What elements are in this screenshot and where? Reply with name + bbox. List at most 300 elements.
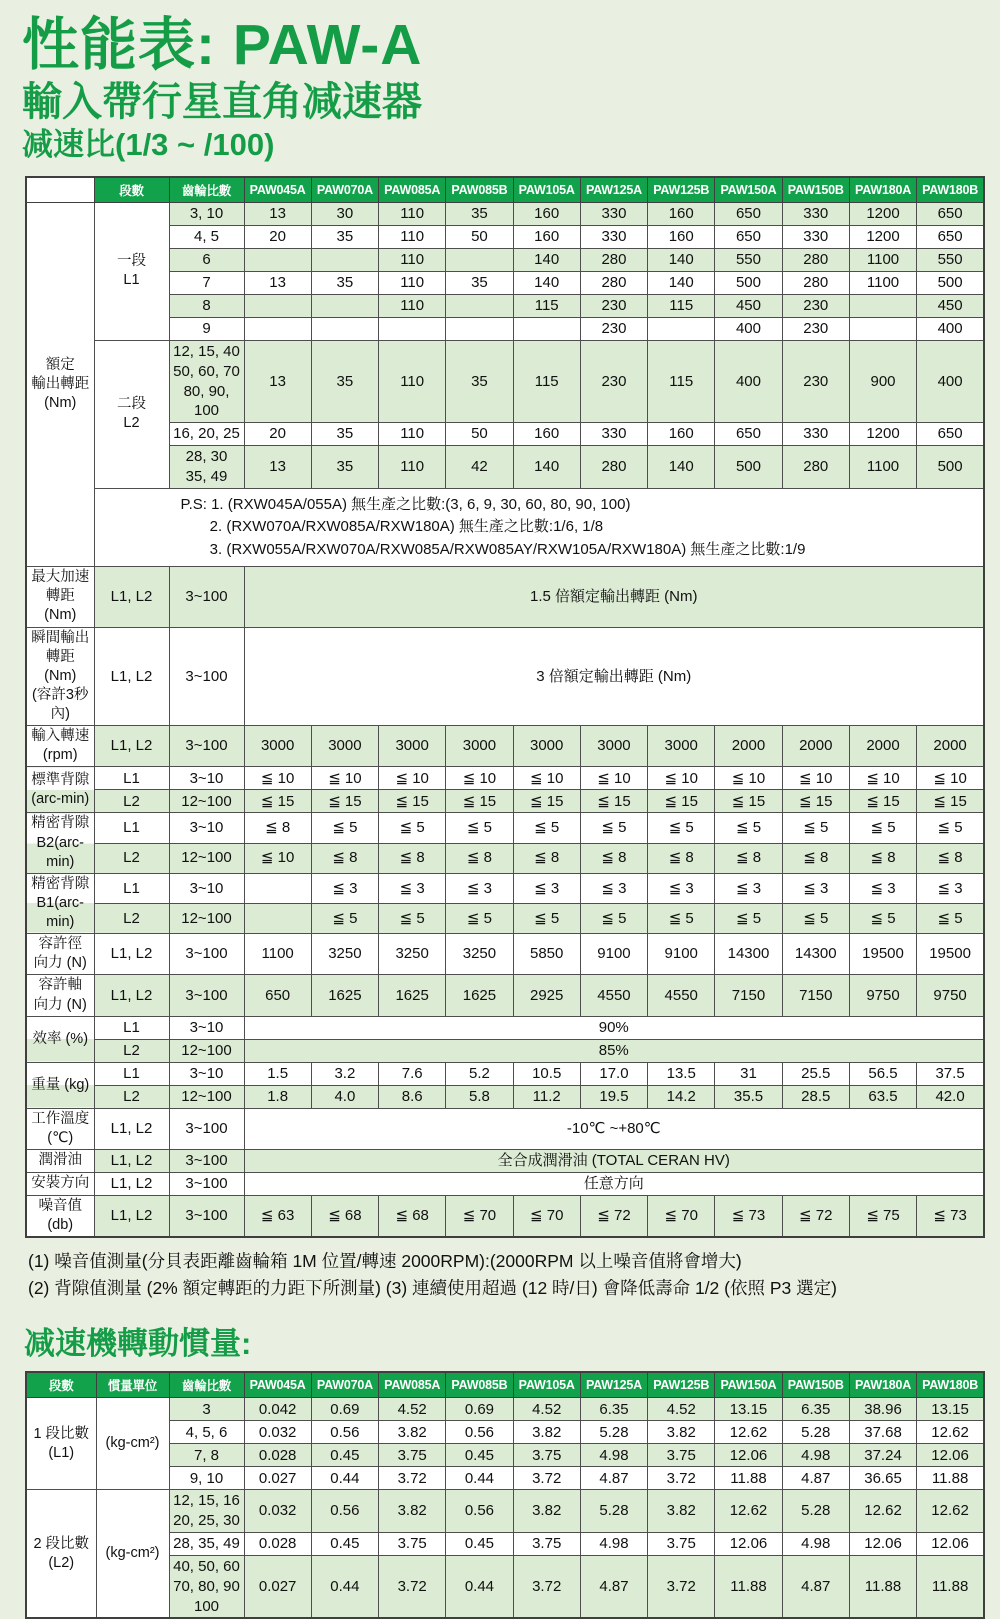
value-cell: ≦ 8: [648, 843, 715, 873]
value-cell: ≦ 3: [513, 873, 580, 903]
value-cell: 13: [244, 446, 311, 489]
value-cell: 35.5: [715, 1085, 782, 1108]
column-header: 慣量單位: [96, 1372, 169, 1398]
value-cell: 1.5 倍額定輸出轉距 (Nm): [244, 567, 984, 627]
value-cell: ≦ 75: [849, 1195, 916, 1237]
value-cell: 6.35: [580, 1398, 647, 1421]
value-cell: 4.98: [782, 1533, 849, 1556]
value-cell: 4.52: [648, 1398, 715, 1421]
value-cell: [311, 317, 378, 340]
column-header: PAW085A: [379, 177, 446, 203]
value-cell: 5.28: [580, 1421, 647, 1444]
value-cell: 3.82: [379, 1490, 446, 1533]
value-cell: 37.68: [849, 1421, 916, 1444]
value-cell: 110: [379, 248, 446, 271]
value-cell: [311, 294, 378, 317]
value-cell: 0.45: [446, 1533, 513, 1556]
value-cell: 230: [782, 317, 849, 340]
value-cell: 0.69: [446, 1398, 513, 1421]
value-cell: 11.88: [715, 1467, 782, 1490]
row-label: 精密背隙 B2(arc-min): [26, 813, 94, 873]
value-cell: 280: [782, 271, 849, 294]
value-cell: 4.98: [580, 1533, 647, 1556]
table-row: [26, 202, 984, 225]
value-cell: ≦ 8: [513, 843, 580, 873]
value-cell: 3250: [379, 934, 446, 975]
value-cell: 450: [917, 294, 984, 317]
value-cell: 19500: [849, 934, 916, 975]
value-cell: 3~100: [169, 975, 244, 1016]
inertia-table-wrap: [25, 1371, 985, 1619]
value-cell: ≦ 15: [311, 790, 378, 813]
value-cell: 0.45: [311, 1533, 378, 1556]
value-cell: L1, L2: [94, 627, 169, 726]
column-header: PAW150B: [782, 177, 849, 203]
table-row: [26, 1398, 984, 1421]
value-cell: L2: [94, 1039, 169, 1062]
value-cell: 35: [446, 271, 513, 294]
value-cell: 3000: [648, 726, 715, 767]
column-header: PAW105A: [513, 177, 580, 203]
value-cell: 3~100: [169, 567, 244, 627]
row-label: 額定 輸出轉距 (Nm): [26, 202, 94, 566]
table-row: [26, 1062, 984, 1085]
value-cell: 1100: [849, 446, 916, 489]
value-cell: [446, 248, 513, 271]
value-cell: 1100: [244, 934, 311, 975]
value-cell: 1.5: [244, 1062, 311, 1085]
value-cell: 8.6: [379, 1085, 446, 1108]
table-row: [26, 1467, 984, 1490]
value-cell: 3000: [379, 726, 446, 767]
value-cell: 160: [648, 225, 715, 248]
stage-label: 一段 L1: [94, 202, 169, 340]
table-row: [26, 1533, 984, 1556]
value-cell: 50: [446, 225, 513, 248]
value-cell: L1, L2: [94, 1195, 169, 1237]
value-cell: 11.88: [849, 1556, 916, 1619]
value-cell: 12, 15, 16 20, 25, 30: [169, 1490, 244, 1533]
footnote-1: (1) 噪音值測量(分貝表距離齒輪箱 1M 位置/轉速 2000RPM):(2000RPM 以上噪音值將會增大): [28, 1251, 742, 1272]
value-cell: L1, L2: [94, 726, 169, 767]
value-cell: 2925: [513, 975, 580, 1016]
value-cell: ≦ 70: [513, 1195, 580, 1237]
value-cell: 28, 35, 49: [169, 1533, 244, 1556]
value-cell: ≦ 10: [379, 767, 446, 790]
value-cell: 35: [311, 446, 378, 489]
value-cell: 900: [849, 340, 916, 422]
value-cell: 230: [580, 317, 647, 340]
value-cell: 0.44: [446, 1556, 513, 1619]
value-cell: ≦ 10: [782, 767, 849, 790]
row-label: 工作溫度(℃): [26, 1108, 94, 1149]
value-cell: 13.15: [715, 1398, 782, 1421]
value-cell: 4.87: [782, 1467, 849, 1490]
value-cell: 14300: [715, 934, 782, 975]
footnote-2: (2) 背隙值測量 (2% 額定轉距的力距下所測量) (3) 連續使用超過 (12 時/日) 會降低壽命 1/2 (依照 P3 選定): [28, 1278, 837, 1299]
value-cell: 0.45: [446, 1444, 513, 1467]
value-cell: 13: [244, 340, 311, 422]
value-cell: 0.44: [311, 1467, 378, 1490]
column-header: PAW105A: [513, 1372, 580, 1398]
value-cell: 3~100: [169, 627, 244, 726]
value-cell: 12, 15, 40 50, 60, 70 80, 90, 100: [169, 340, 244, 422]
value-cell: 30: [311, 202, 378, 225]
value-cell: ≦ 5: [849, 904, 916, 934]
value-cell: 3.72: [513, 1467, 580, 1490]
value-cell: ≦ 8: [849, 843, 916, 873]
value-cell: 650: [917, 423, 984, 446]
page-subtitle: 輸入帶行星直角减速器: [22, 79, 422, 124]
value-cell: 4.0: [311, 1085, 378, 1108]
value-cell: ≦ 5: [580, 813, 647, 843]
value-cell: 3.82: [513, 1421, 580, 1444]
value-cell: [849, 294, 916, 317]
value-cell: 5.28: [580, 1490, 647, 1533]
value-cell: 280: [580, 446, 647, 489]
value-cell: ≦ 10: [244, 843, 311, 873]
value-cell: ≦ 63: [244, 1195, 311, 1237]
value-cell: L1, L2: [94, 975, 169, 1016]
value-cell: 6.35: [782, 1398, 849, 1421]
value-cell: 7, 8: [169, 1444, 244, 1467]
value-cell: 11.88: [917, 1556, 984, 1619]
value-cell: 8: [169, 294, 244, 317]
value-cell: 12.62: [917, 1490, 984, 1533]
value-cell: ≦ 5: [782, 904, 849, 934]
value-cell: 1100: [849, 271, 916, 294]
table-row: [26, 873, 984, 903]
value-cell: ≦ 15: [648, 790, 715, 813]
column-header: PAW125B: [648, 1372, 715, 1398]
value-cell: [244, 904, 311, 934]
row-label: (kg-cm²): [96, 1398, 169, 1490]
value-cell: 12~100: [169, 1085, 244, 1108]
value-cell: 63.5: [849, 1085, 916, 1108]
table-row: [26, 1039, 984, 1062]
table-row: [26, 790, 984, 813]
value-cell: 50: [446, 423, 513, 446]
value-cell: L1, L2: [94, 567, 169, 627]
value-cell: L1: [94, 873, 169, 903]
value-cell: 85%: [244, 1039, 984, 1062]
value-cell: 3.75: [513, 1444, 580, 1467]
value-cell: 110: [379, 446, 446, 489]
value-cell: L1, L2: [94, 1149, 169, 1172]
value-cell: ≦ 15: [849, 790, 916, 813]
value-cell: 650: [715, 423, 782, 446]
column-header: PAW180B: [917, 177, 984, 203]
value-cell: 3~10: [169, 813, 244, 843]
value-cell: 280: [782, 248, 849, 271]
value-cell: 280: [782, 446, 849, 489]
value-cell: 450: [715, 294, 782, 317]
value-cell: 35: [446, 202, 513, 225]
table-row: [26, 1016, 984, 1039]
value-cell: 3.82: [648, 1421, 715, 1444]
value-cell: ≦ 5: [849, 813, 916, 843]
value-cell: ≦ 10: [446, 767, 513, 790]
value-cell: 35: [311, 225, 378, 248]
value-cell: ≦ 3: [580, 873, 647, 903]
value-cell: ≦ 5: [648, 904, 715, 934]
value-cell: 17.0: [580, 1062, 647, 1085]
row-label: 瞬間輸出 轉距 (Nm) (容許3秒內): [26, 627, 94, 726]
value-cell: 35: [311, 340, 378, 422]
value-cell: 3, 10: [169, 202, 244, 225]
value-cell: 160: [648, 423, 715, 446]
value-cell: 500: [715, 446, 782, 489]
value-cell: 650: [917, 202, 984, 225]
value-cell: L1: [94, 1062, 169, 1085]
value-cell: [446, 294, 513, 317]
value-cell: 330: [580, 423, 647, 446]
value-cell: 330: [782, 225, 849, 248]
value-cell: 330: [782, 202, 849, 225]
footnotes: [28, 1248, 1000, 1302]
value-cell: ≦ 5: [917, 904, 984, 934]
value-cell: 4.98: [580, 1444, 647, 1467]
value-cell: ≦ 73: [917, 1195, 984, 1237]
value-cell: 13: [244, 202, 311, 225]
value-cell: 0.69: [311, 1398, 378, 1421]
value-cell: 3: [169, 1398, 244, 1421]
value-cell: 160: [513, 225, 580, 248]
table-row: [26, 934, 984, 975]
row-label: 效率 (%): [26, 1016, 94, 1062]
value-cell: ≦ 5: [715, 813, 782, 843]
value-cell: 35: [311, 271, 378, 294]
value-cell: 3~100: [169, 934, 244, 975]
value-cell: 400: [715, 340, 782, 422]
row-label: 標準背隙 (arc-min): [26, 767, 94, 813]
column-header: PAW125A: [580, 177, 647, 203]
value-cell: ≦ 15: [917, 790, 984, 813]
value-cell: 4.87: [580, 1556, 647, 1619]
value-cell: 3000: [311, 726, 378, 767]
value-cell: [311, 248, 378, 271]
table-row: [26, 423, 984, 446]
row-label: 最大加速 轉距 (Nm): [26, 567, 94, 627]
table-row: [26, 726, 984, 767]
table-row: [26, 1149, 984, 1172]
value-cell: [513, 317, 580, 340]
column-header: PAW045A: [244, 177, 311, 203]
value-cell: L1: [94, 813, 169, 843]
value-cell: 7150: [782, 975, 849, 1016]
inertia-table: [25, 1371, 985, 1619]
table-row: [26, 317, 984, 340]
column-header: PAW070A: [311, 1372, 378, 1398]
value-cell: 3.72: [513, 1556, 580, 1619]
value-cell: 37.24: [849, 1444, 916, 1467]
value-cell: 330: [580, 225, 647, 248]
value-cell: 3.72: [648, 1467, 715, 1490]
value-cell: ≦ 8: [580, 843, 647, 873]
performance-spec-table: [25, 176, 985, 1238]
value-cell: 9, 10: [169, 1467, 244, 1490]
value-cell: 0.028: [244, 1444, 311, 1467]
row-label: (kg-cm²): [96, 1490, 169, 1618]
value-cell: 5.28: [782, 1421, 849, 1444]
value-cell: [244, 294, 311, 317]
value-cell: 20: [244, 423, 311, 446]
value-cell: 37.5: [917, 1062, 984, 1085]
value-cell: 140: [513, 271, 580, 294]
value-cell: ≦ 70: [648, 1195, 715, 1237]
value-cell: 3250: [446, 934, 513, 975]
value-cell: 12~100: [169, 904, 244, 934]
value-cell: 19500: [917, 934, 984, 975]
value-cell: 11.88: [917, 1467, 984, 1490]
value-cell: 12.06: [917, 1533, 984, 1556]
value-cell: ≦ 68: [311, 1195, 378, 1237]
value-cell: 160: [513, 202, 580, 225]
value-cell: ≦ 15: [244, 790, 311, 813]
value-cell: 0.032: [244, 1490, 311, 1533]
value-cell: 3.75: [513, 1533, 580, 1556]
value-cell: 4.98: [782, 1444, 849, 1467]
value-cell: ≦ 10: [648, 767, 715, 790]
table-row: [26, 767, 984, 790]
value-cell: 19.5: [580, 1085, 647, 1108]
row-label: 安裝方向: [26, 1172, 94, 1195]
value-cell: L1, L2: [94, 934, 169, 975]
value-cell: 140: [513, 446, 580, 489]
value-cell: 650: [715, 202, 782, 225]
value-cell: 3~10: [169, 1016, 244, 1039]
value-cell: 1625: [379, 975, 446, 1016]
value-cell: 500: [917, 446, 984, 489]
value-cell: L1, L2: [94, 1108, 169, 1149]
value-cell: [244, 248, 311, 271]
value-cell: 115: [513, 340, 580, 422]
value-cell: ≦ 15: [379, 790, 446, 813]
value-cell: ≦ 10: [513, 767, 580, 790]
value-cell: ≦ 5: [513, 813, 580, 843]
value-cell: 550: [715, 248, 782, 271]
value-cell: 4.52: [379, 1398, 446, 1421]
value-cell: 115: [513, 294, 580, 317]
value-cell: 31: [715, 1062, 782, 1085]
value-cell: ≦ 5: [715, 904, 782, 934]
column-header: PAW045A: [244, 1372, 311, 1398]
column-header: PAW180B: [917, 1372, 984, 1398]
value-cell: 35: [446, 340, 513, 422]
value-cell: 9750: [917, 975, 984, 1016]
table-row: [26, 627, 984, 726]
value-cell: 5.28: [782, 1490, 849, 1533]
row-label: 輸入轉速 (rpm): [26, 726, 94, 767]
value-cell: ≦ 10: [311, 767, 378, 790]
table-row: [26, 225, 984, 248]
value-cell: 12~100: [169, 790, 244, 813]
value-cell: 1625: [446, 975, 513, 1016]
value-cell: 9100: [580, 934, 647, 975]
value-cell: 3.72: [648, 1556, 715, 1619]
value-cell: 12.62: [715, 1421, 782, 1444]
value-cell: 1100: [849, 248, 916, 271]
value-cell: ≦ 68: [379, 1195, 446, 1237]
value-cell: ≦ 5: [311, 904, 378, 934]
value-cell: 9: [169, 317, 244, 340]
value-cell: 任意方向: [244, 1172, 984, 1195]
row-label: 噪音值 (db): [26, 1195, 94, 1237]
value-cell: 12.06: [715, 1444, 782, 1467]
value-cell: 42.0: [917, 1085, 984, 1108]
value-cell: 5850: [513, 934, 580, 975]
table-row: [26, 843, 984, 873]
value-cell: ≦ 5: [917, 813, 984, 843]
value-cell: ≦ 5: [648, 813, 715, 843]
inertia-section-title: 减速機轉動慣量:: [24, 1326, 252, 1362]
value-cell: 1200: [849, 423, 916, 446]
value-cell: ≦ 72: [782, 1195, 849, 1237]
value-cell: 3.75: [648, 1444, 715, 1467]
value-cell: 650: [917, 225, 984, 248]
value-cell: L1: [94, 1016, 169, 1039]
value-cell: 14.2: [648, 1085, 715, 1108]
value-cell: ≦ 5: [379, 813, 446, 843]
row-label: 精密背隙 B1(arc-min): [26, 873, 94, 933]
value-cell: 500: [917, 271, 984, 294]
value-cell: [648, 317, 715, 340]
value-cell: 330: [580, 202, 647, 225]
value-cell: 3~100: [169, 1172, 244, 1195]
value-cell: 110: [379, 271, 446, 294]
table-row: [26, 1108, 984, 1149]
value-cell: 140: [648, 271, 715, 294]
value-cell: 10.5: [513, 1062, 580, 1085]
value-cell: 7.6: [379, 1062, 446, 1085]
value-cell: 3~10: [169, 873, 244, 903]
value-cell: ≦ 8: [446, 843, 513, 873]
value-cell: 3.82: [648, 1490, 715, 1533]
row-label: 1 段比數 (L1): [26, 1398, 96, 1490]
row-label: 2 段比數 (L2): [26, 1490, 96, 1618]
value-cell: 28, 30 35, 49: [169, 446, 244, 489]
performance-table-wrap: [25, 176, 985, 1238]
column-header: PAW125B: [648, 177, 715, 203]
value-cell: 25.5: [782, 1062, 849, 1085]
value-cell: 28.5: [782, 1085, 849, 1108]
value-cell: 9100: [648, 934, 715, 975]
ratio-range: 减速比(1/3 ~ /100): [22, 126, 275, 162]
value-cell: 500: [715, 271, 782, 294]
value-cell: 4550: [580, 975, 647, 1016]
value-cell: 400: [715, 317, 782, 340]
value-cell: ≦ 5: [311, 813, 378, 843]
value-cell: 115: [648, 294, 715, 317]
value-cell: L2: [94, 1085, 169, 1108]
table-row: [26, 1172, 984, 1195]
value-cell: 3.72: [379, 1556, 446, 1619]
value-cell: 3~100: [169, 1149, 244, 1172]
value-cell: 110: [379, 294, 446, 317]
value-cell: ≦ 10: [849, 767, 916, 790]
value-cell: [849, 317, 916, 340]
value-cell: 12.06: [849, 1533, 916, 1556]
column-header: 齒輪比數: [169, 1372, 244, 1398]
value-cell: ≦ 5: [446, 813, 513, 843]
page-title: 性能表: PAW-A: [22, 13, 423, 77]
value-cell: 0.042: [244, 1398, 311, 1421]
value-cell: 3~10: [169, 1062, 244, 1085]
value-cell: 13.15: [917, 1398, 984, 1421]
value-cell: ≦ 8: [244, 813, 311, 843]
value-cell: 3 倍額定輸出轉距 (Nm): [244, 627, 984, 726]
value-cell: ≦ 5: [379, 904, 446, 934]
